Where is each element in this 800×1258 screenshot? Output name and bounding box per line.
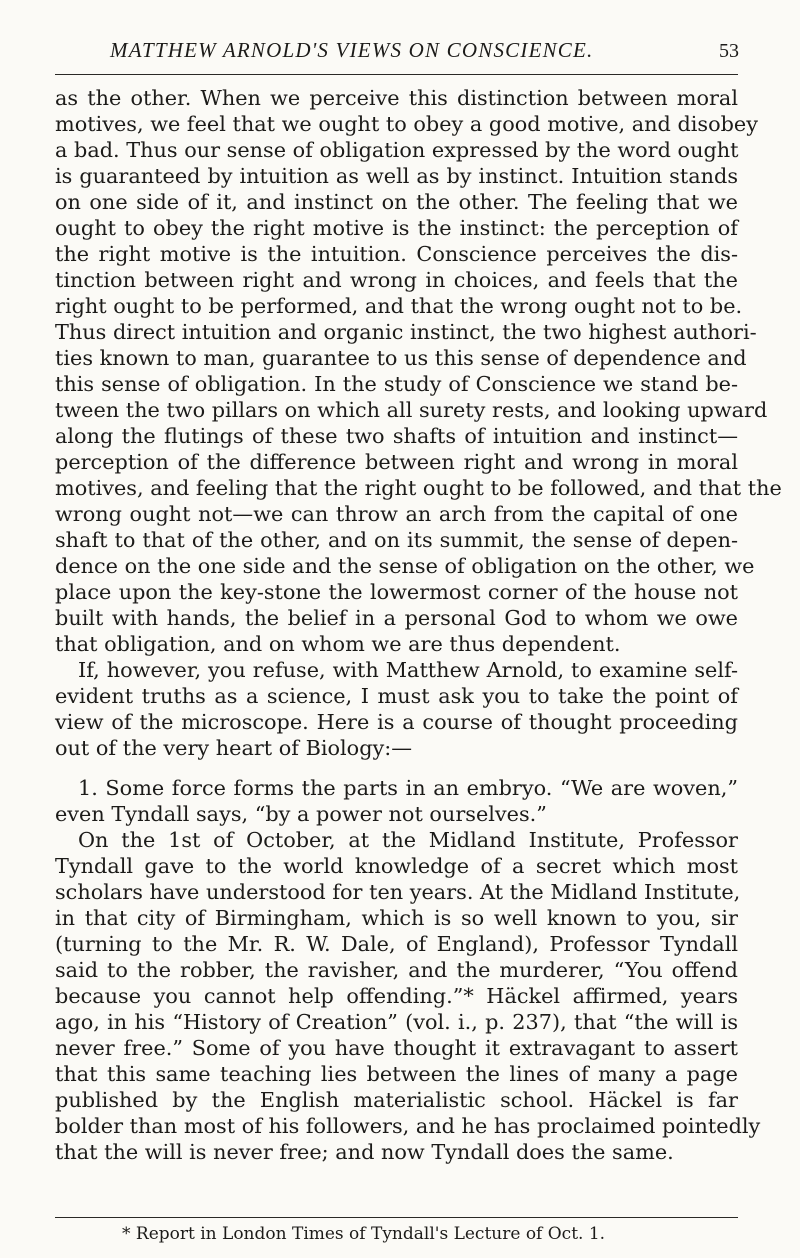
- text-line: that the will is never free; and now Tyndall does the same.: [55, 1140, 674, 1164]
- text-line: perception of the difference between right and wrong in moral: [55, 450, 738, 474]
- text-line: ago, in his “History of Creation” (vol. i., p. 237), that “the will is: [55, 1010, 738, 1034]
- text-line: scholars have understood for ten years. At the Midland Institute,: [55, 880, 741, 904]
- running-head-title: MATTHEW ARNOLD'S VIEWS ON CONSCIENCE.: [110, 38, 594, 62]
- text-line: built with hands, the belief in a personal God to whom we owe: [55, 606, 738, 630]
- text-line: in that city of Birmingham, which is so well known to you, sir: [55, 906, 738, 930]
- text-line: even Tyndall says, “by a power not ourselves.”: [55, 802, 547, 826]
- text-line: evident truths as a science, I must ask you to take the point of: [55, 684, 738, 708]
- text-line: dence on the one side and the sense of obligation on the other, we: [55, 554, 755, 578]
- text-line: Thus direct intuition and organic instinct, the two highest authori-: [55, 320, 757, 344]
- text-line: motives, and feeling that the right ought to be followed, and that the: [55, 476, 782, 500]
- text-line: because you cannot help offending.”* Häckel affirmed, years: [55, 984, 738, 1008]
- text-line: out of the very heart of Biology:—: [55, 736, 413, 760]
- header-rule: [55, 74, 738, 75]
- text-line: tween the two pillars on which all surety rests, and looking upward: [55, 398, 768, 422]
- text-line: the right motive is the intuition. Conscience perceives the dis-: [55, 242, 738, 266]
- text-line: said to the robber, the ravisher, and the murderer, “You offend: [55, 958, 738, 982]
- text-line: along the flutings of these two shafts of intuition and instinct—: [55, 424, 738, 448]
- text-line: Tyndall gave to the world knowledge of a secret which most: [55, 854, 738, 878]
- text-line: this sense of obligation. In the study of Conscience we stand be-: [55, 372, 738, 396]
- text-line: that obligation, and on whom we are thus dependent.: [55, 632, 621, 656]
- text-line: that this same teaching lies between the lines of many a page: [55, 1062, 738, 1086]
- text-line: wrong ought not—we can throw an arch from the capital of one: [55, 502, 738, 526]
- page-number: 53: [719, 40, 739, 62]
- text-line: on one side of it, and instinct on the other. The feeling that we: [55, 190, 738, 214]
- text-line: If, however, you refuse, with Matthew Arnold, to examine self-: [78, 658, 738, 682]
- text-line: published by the English materialistic school. Häckel is far: [55, 1088, 738, 1112]
- footnote: * Report in London Times of Tyndall's Lecture of Oct. 1.: [122, 1224, 606, 1244]
- text-line: is guaranteed by intuition as well as by instinct. Intuition stands: [55, 164, 738, 188]
- text-line: shaft to that of the other, and on its summit, the sense of depen-: [55, 528, 738, 552]
- text-line: ties known to man, guarantee to us this sense of dependence and: [55, 346, 747, 370]
- text-line: ought to obey the right motive is the instinct: the perception of: [55, 216, 738, 240]
- text-line: view of the microscope. Here is a course of thought proceeding: [55, 710, 738, 734]
- text-line: motives, we feel that we ought to obey a good motive, and disobey: [55, 112, 758, 136]
- text-line: right ought to be performed, and that the wrong ought not to be.: [55, 294, 743, 318]
- text-line: 1. Some force forms the parts in an embryo. “We are woven,”: [78, 776, 738, 800]
- text-line: tinction between right and wrong in choices, and feels that the: [55, 268, 738, 292]
- text-line: as the other. When we perceive this distinction between moral: [55, 86, 738, 110]
- text-line: place upon the key-stone the lowermost corner of the house not: [55, 580, 738, 604]
- text-line: never free.” Some of you have thought it extravagant to assert: [55, 1036, 738, 1060]
- text-line: bolder than most of his followers, and he has proclaimed pointedly: [55, 1114, 761, 1138]
- text-line: On the 1st of October, at the Midland Institute, Professor: [78, 828, 738, 852]
- footnote-rule: [55, 1217, 738, 1218]
- text-line: a bad. Thus our sense of obligation expressed by the word ought: [55, 138, 739, 162]
- text-line: (turning to the Mr. R. W. Dale, of England), Professor Tyndall: [55, 932, 738, 956]
- body-text: [55, 85, 782, 1165]
